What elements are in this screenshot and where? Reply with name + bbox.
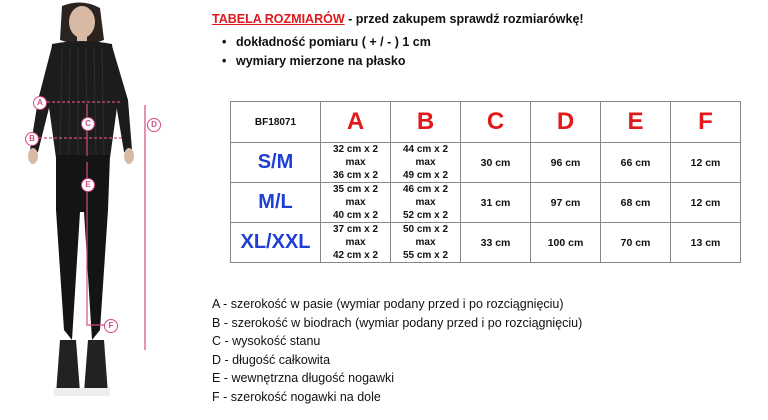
measurement-legend: [212, 295, 582, 406]
table-header-row: [231, 102, 741, 143]
legend-item-b: B - szerokość w biodrach (wymiar podany przed i po rozciągnięciu): [212, 315, 583, 330]
column-header-e: E: [601, 102, 671, 143]
legend-item-c: C - wysokość stanu: [212, 334, 321, 348]
marker-b: B: [25, 132, 39, 146]
size-label: S/M: [231, 143, 321, 183]
cell-e: 68 cm: [601, 183, 671, 223]
note-item: • wymiary mierzone na płasko: [222, 52, 431, 71]
notes-list: [222, 33, 431, 71]
product-code: BF18071: [231, 102, 321, 143]
size-table: [230, 101, 741, 263]
cell-f: 13 cm: [671, 223, 741, 263]
marker-a: A: [33, 96, 47, 110]
cell-c: 31 cm: [461, 183, 531, 223]
column-header-c: C: [461, 102, 531, 143]
cell-d: 96 cm: [531, 143, 601, 183]
cell-c: 30 cm: [461, 143, 531, 183]
cell-e: 66 cm: [601, 143, 671, 183]
cell-b: 50 cm x 2 max 55 cm x 2: [391, 223, 461, 263]
legend-item-a: A - szerokość w pasie (wymiar podany przed i po rozciągnięciu): [212, 297, 564, 311]
legend-item-e: E - wewnętrzna długość nogawki: [212, 371, 395, 385]
model-illustration: [0, 0, 200, 415]
marker-e: E: [81, 178, 95, 192]
table-row: [231, 183, 741, 223]
header-subtitle: - przed zakupem sprawdź rozmiarówkę!: [344, 12, 584, 26]
marker-d: D: [147, 118, 161, 132]
column-header-b: B: [391, 102, 461, 143]
cell-f: 12 cm: [671, 183, 741, 223]
legend-item-d: D - długość całkowita: [212, 352, 331, 367]
cell-b: 46 cm x 2 max 52 cm x 2: [391, 183, 461, 223]
table-row: [231, 223, 741, 263]
size-label: M/L: [231, 183, 321, 223]
model-figure: [0, 0, 200, 415]
table-row: [231, 143, 741, 183]
cell-d: 100 cm: [531, 223, 601, 263]
page-header: [212, 12, 584, 26]
cell-e: 70 cm: [601, 223, 671, 263]
marker-c: C: [81, 117, 95, 131]
size-label: XL/XXL: [231, 223, 321, 263]
cell-a: 35 cm x 2 max 40 cm x 2: [321, 183, 391, 223]
column-header-d: D: [531, 102, 601, 143]
marker-f: F: [104, 319, 118, 333]
cell-d: 97 cm: [531, 183, 601, 223]
cell-c: 33 cm: [461, 223, 531, 263]
header-title: TABELA ROZMIARÓW: [212, 12, 345, 26]
cell-b: 44 cm x 2 max 49 cm x 2: [391, 143, 461, 183]
column-header-a: A: [321, 102, 391, 143]
legend-item-f: F - szerokość nogawki na dole: [212, 389, 381, 404]
cell-a: 37 cm x 2 max 42 cm x 2: [321, 223, 391, 263]
column-header-f: F: [671, 102, 741, 143]
note-item: • dokładność pomiaru ( + / - ) 1 cm: [222, 33, 431, 52]
cell-f: 12 cm: [671, 143, 741, 183]
cell-a: 32 cm x 2 max 36 cm x 2: [321, 143, 391, 183]
